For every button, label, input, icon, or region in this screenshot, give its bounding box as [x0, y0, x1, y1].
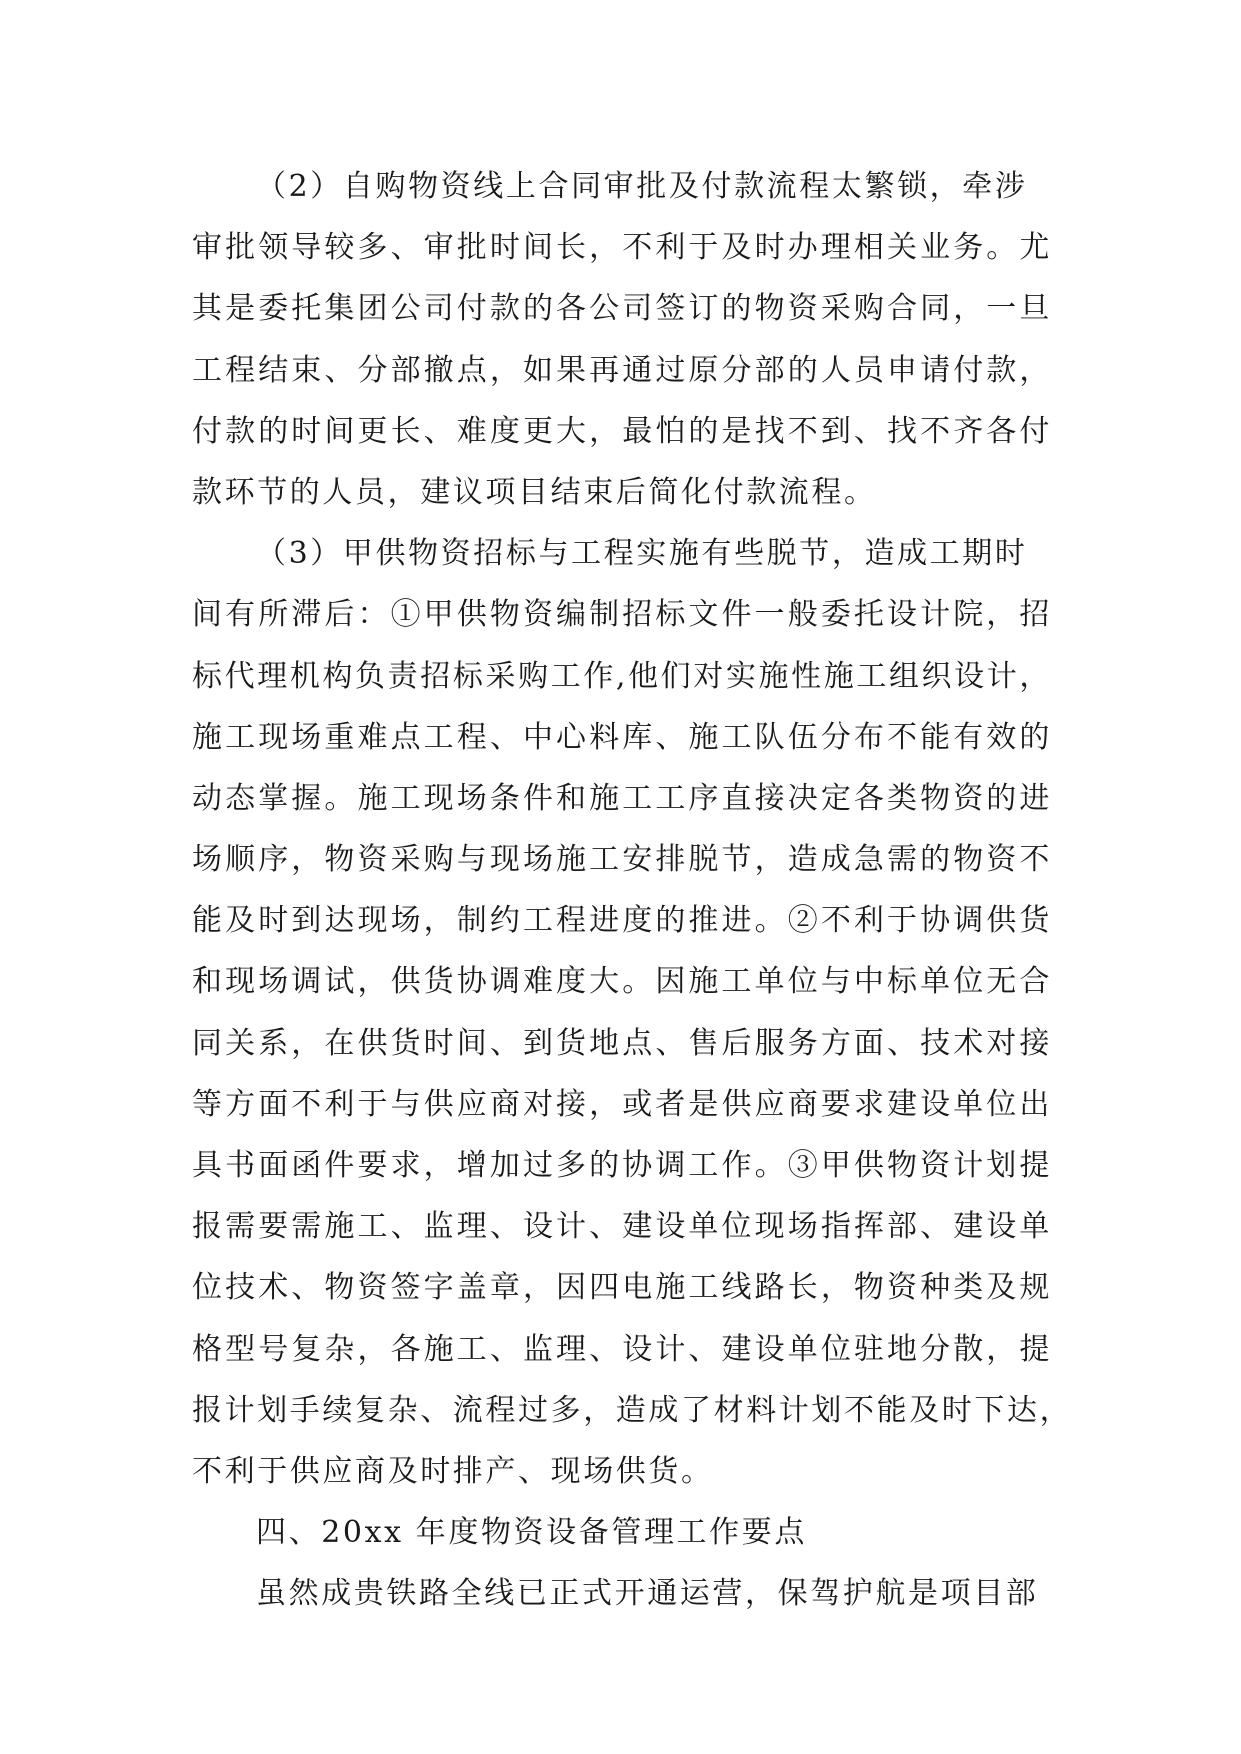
document-body — [192, 156, 1073, 1625]
text-line: 位技术、物资签字盖章，因四电施工线路长，物资种类及规 — [192, 1270, 1052, 1306]
text-line: 格型号复杂，各施工、监理、设计、建设单位驻地分散，提 — [192, 1331, 1052, 1367]
text-line: 报需要需施工、监理、设计、建设单位现场指挥部、建设单 — [192, 1209, 1052, 1245]
text-line: 等方面不利于与供应商对接，或者是供应商要求建设单位出 — [192, 1086, 1052, 1122]
text-line: 施工现场重难点工程、中心料库、施工队伍分布不能有效的 — [192, 719, 1052, 755]
text-line: 场顺序，物资采购与现场施工安排脱节，造成急需的物资不 — [192, 842, 1052, 878]
text-line: 和现场调试，供货协调难度大。因施工单位与中标单位无合 — [192, 964, 1052, 1000]
text-line: 付款的时间更长、难度更大，最怕的是找不到、找不齐各付 — [192, 413, 1052, 449]
text-line: 不利于供应商及时排产、现场供货。 — [192, 1453, 714, 1489]
text-line: 报计划手续复杂、流程过多，造成了材料计划不能及时下达， — [192, 1392, 1073, 1428]
paragraph-3-heading-line: （3）甲供物资招标与工程实施有些脱节，造成工期时 — [256, 536, 1028, 572]
text-line: 标代理机构负责招标采购工作,他们对实施性施工组织设计， — [192, 658, 1052, 694]
text-line: 款环节的人员，建议项目结束后简化付款流程。 — [192, 474, 877, 510]
text-line: 间有所滞后：①甲供物资编制招标文件一般委托设计院，招 — [192, 597, 1052, 633]
section-heading: 四、20xx 年度物资设备管理工作要点 — [256, 1515, 807, 1551]
text-line: 其是委托集团公司付款的各公司签订的物资采购合同，一旦 — [192, 291, 1052, 327]
text-line: 同关系，在供货时间、到货地点、售后服务方面、技术对接 — [192, 1025, 1052, 1061]
text-line: 审批领导较多、审批时间长，不利于及时办理相关业务。尤 — [192, 230, 1052, 266]
text-line: 能及时到达现场，制约工程进度的推进。②不利于协调供货 — [192, 903, 1052, 939]
text-line: 具书面函件要求，增加过多的协调工作。③甲供物资计划提 — [192, 1148, 1052, 1183]
paragraph-2-heading-line: （2）自购物资线上合同审批及付款流程太繁锁，牵涉 — [256, 169, 1028, 204]
text-line: 动态掌握。施工现场条件和施工工序直接决定各类物资的进 — [192, 780, 1052, 816]
text-line: 虽然成贵铁路全线已正式开通运营，保驾护航是项目部 — [256, 1576, 1039, 1612]
text-line: 工程结束、分部撤点，如果再通过原分部的人员申请付款， — [192, 352, 1052, 388]
